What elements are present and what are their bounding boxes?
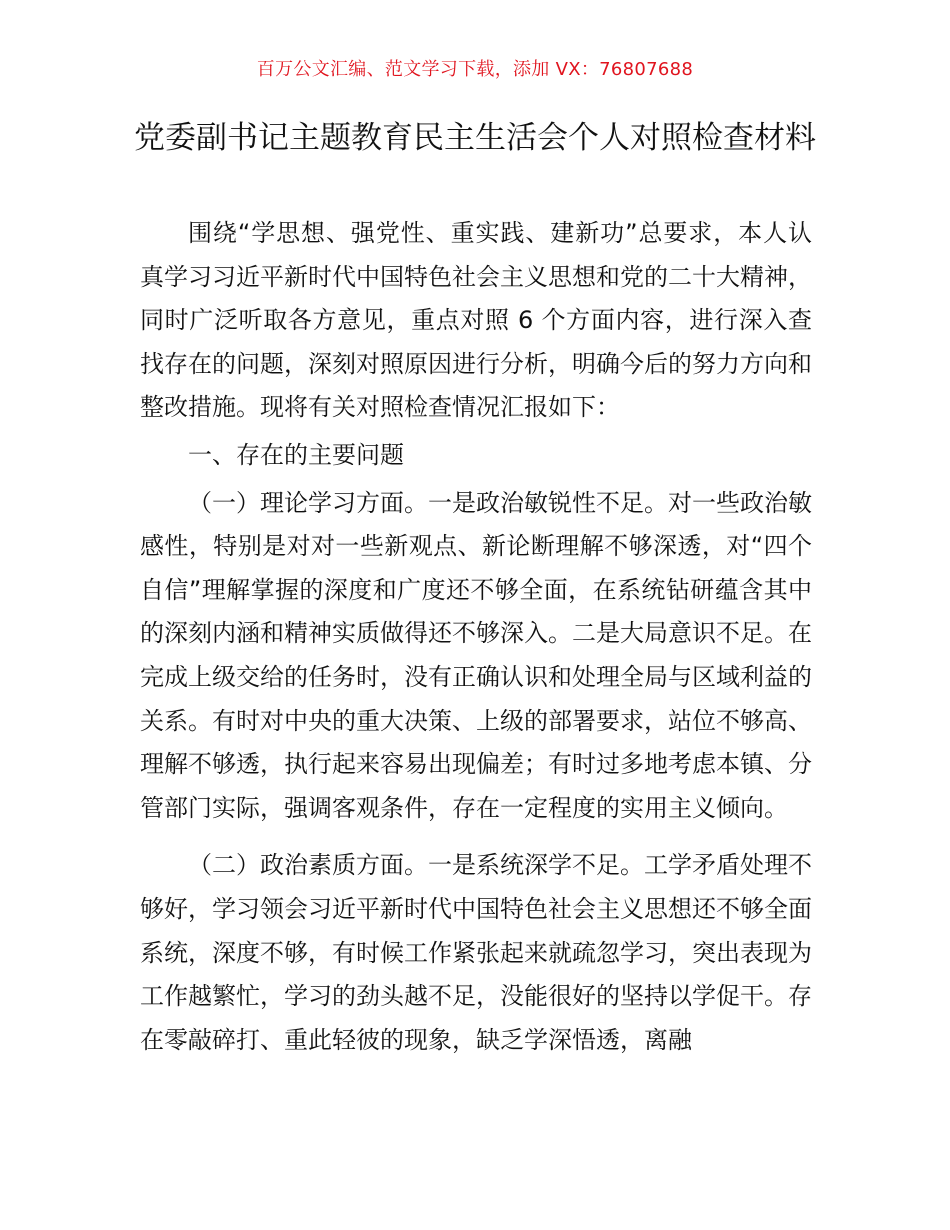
section-heading: 一、存在的主要问题 xyxy=(188,440,404,469)
document-title: 党委副书记主题教育民主生活会个人对照检查材料 xyxy=(134,120,816,156)
document-body xyxy=(140,212,812,1062)
download-watermark-note: 百万公文汇编、范文学习下载，添加 VX：76807688 xyxy=(256,59,694,80)
intro-paragraph: 围绕“学思想、强党性、重实践、建新功”总要求，本人认真学习习近平新时代中国特色社会主义思想和党的二十大精神，同时广泛听取各方意见，重点对照 6 个方面内容，进行深入查找存在的问题，深刻对照原因进行分析，明确今后的努力方向和整改措施。现将有关对照检查情况汇报如下： xyxy=(140,219,812,422)
political-quality-paragraph: （二）政治素质方面。一是系统深学不足。工学矛盾处理不够好，学习领会习近平新时代中国特色社会主义思想还不够全面系统，深度不够，有时候工作紧张起来就疏忽学习，突出表现为工作越繁忙，学习的劲头越不足，没能很好的坚持以学促干。存在零敲碎打、重此轻彼的现象，缺乏学深悟透，离融 xyxy=(140,851,812,1054)
theory-study-paragraph: （一）理论学习方面。一是政治敏锐性不足。对一些政治敏感性，特别是对对一些新观点、新论断理解不够深透，对“四个自信”理解掌握的深度和广度还不够全面，在系统钻研蕴含其中的深刻内涵和精神实质做得还不够深入。二是大局意识不足。在完成上级交给的任务时，没有正确认识和处理全局与区域利益的关系。有时对中央的重大决策、上级的部署要求，站位不够高、理解不够透，执行起来容易出现偏差；有时过多地考虑本镇、分管部门实际，强调客观条件，存在一定程度的实用主义倾向。 xyxy=(140,488,812,822)
